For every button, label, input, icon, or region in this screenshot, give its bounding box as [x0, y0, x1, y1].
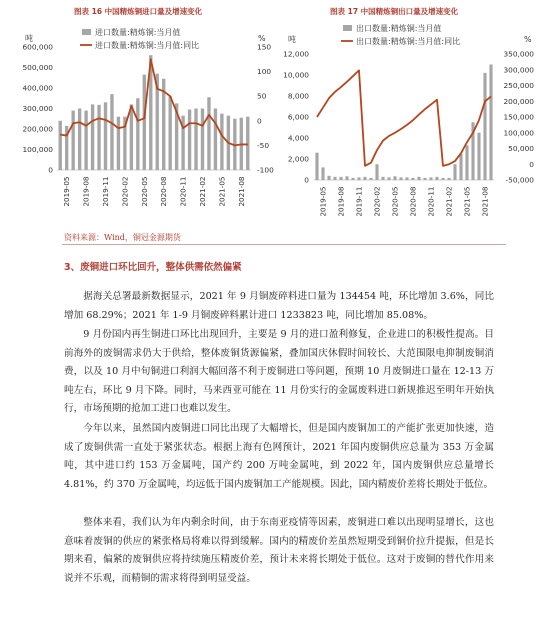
paragraph-1: 据海关总署最新数据显示，2021 年 9 月铜废碎料进口量为 134454 吨，环比增加 3.6%，同比增加 68.29%；2021 年 1-9 月铜废碎料累计进口 1233823 吨，同比增加 85.08%。 [64, 291, 494, 321]
x-tick-label: 2020-05 [390, 186, 400, 217]
right-tick-label: -50,000 [505, 175, 534, 185]
left-tick-label: 0 [48, 165, 53, 175]
paragraph-4: 整体来看，我们认为年内剩余时间，由于东南亚疫情等因素，废铜进口难以出现明显增长，这也意味着废铜的供应的紧张格局将难以得到缓解。国内的精废价差虽然短期受到铜价拉升提振，但是长期来看，偏紧的废铜供应将持续施压精废价差，预计未来将长期处于低位。这对于废铜的替代作用来说并不乐观，而精铜的需求将得到明显受益。 [64, 517, 494, 584]
bar [143, 75, 146, 170]
bar [423, 178, 426, 180]
section-title: 3、废铜进口环比回升，整体供需依然偏紧 [64, 262, 242, 273]
bar [381, 177, 384, 180]
right-tick-label: 50 [257, 91, 267, 101]
figure-16-title: 图表 16 中国精炼铜进口量及增速变化 [74, 7, 203, 16]
left-tick-label: 400,000 [22, 83, 53, 93]
bar [393, 176, 396, 180]
bar [441, 178, 444, 180]
bar [78, 109, 81, 171]
chart16-right-unit: % [258, 34, 266, 43]
bar [130, 104, 133, 170]
legend-line-label: 出口数量:精炼铜:当月值:同比 [356, 37, 461, 46]
left-tick-label: 12,000 [283, 49, 309, 59]
bar [315, 153, 318, 180]
bar [110, 94, 113, 170]
bar [405, 177, 408, 180]
bar [194, 109, 197, 171]
x-tick-label: 2020-11 [426, 186, 436, 217]
paragraph-3: 今年以来，虽然国内废铜进口同比出现了大幅增长，但是国内废铜加工的产能扩张更加快速，造成了废铜供需一直处于紧张状态。根据上海有色网预计，2021 年国内废铜供应总量为 353 万金属吨，其中进口约 153 万金属吨，国产约 200 万吨金属吨，到 2022 年，国内废铜供应总量增长 4.81%，约 370 万金属吨，均远低于国内废铜加工产能规模。因此，国内精废价差将长期处于低位。 [64, 423, 494, 490]
right-tick-label: 100,000 [503, 128, 534, 138]
chart17-left-unit: 吨 [288, 35, 296, 44]
bar [453, 164, 456, 180]
right-tick-label: 150,000 [503, 112, 534, 122]
series-line [60, 59, 248, 145]
left-tick-label: 4,000 [287, 133, 309, 143]
charts-canvas [0, 0, 542, 240]
legend-bar-swatch [82, 29, 91, 35]
bar [447, 178, 450, 180]
bar [345, 176, 348, 180]
x-tick-label: 2020-08 [159, 176, 169, 207]
left-tick-label: 500,000 [22, 63, 53, 72]
bar [333, 177, 336, 180]
bar [435, 177, 438, 180]
bar [201, 109, 204, 171]
left-tick-label: 2,000 [287, 154, 309, 164]
x-tick-label: 2021-05 [462, 186, 472, 217]
x-tick-label: 2019-08 [81, 176, 91, 207]
legend-bar-swatch [343, 25, 352, 31]
x-tick-label: 2020-05 [139, 176, 149, 207]
bar [387, 177, 390, 180]
chart17-right-unit: % [524, 35, 532, 44]
bar [417, 177, 420, 180]
bar [84, 111, 87, 170]
left-tick-label: 200,000 [22, 124, 53, 134]
left-tick-label: 6,000 [287, 112, 309, 122]
x-tick-label: 2019-11 [101, 176, 110, 207]
left-tick-label: 10,000 [283, 70, 309, 80]
legend-bar-label: 进口数量:精炼铜:当月值 [95, 28, 181, 37]
bar [339, 177, 342, 180]
bar [188, 110, 191, 170]
x-tick-label: 2019-11 [354, 186, 364, 217]
left-tick-label: 300,000 [22, 104, 53, 113]
bar [489, 65, 492, 181]
bar [91, 104, 94, 170]
bar [411, 178, 414, 180]
bar [97, 105, 100, 170]
bar [429, 177, 432, 180]
x-tick-label: 2021-08 [480, 186, 490, 217]
right-tick-label: 300,000 [503, 65, 534, 75]
bar [59, 121, 62, 170]
bar [375, 164, 378, 180]
x-tick-label: 2021-08 [236, 176, 246, 207]
chart16-left-unit: 吨 [25, 34, 33, 43]
legend-line-label: 进口数量:精炼铜:当月值:同比 [95, 41, 200, 50]
bar [351, 178, 354, 180]
bar [214, 109, 217, 171]
left-tick-label: 8,000 [287, 91, 309, 101]
bar [399, 177, 402, 180]
bar [246, 117, 249, 170]
bar [363, 177, 366, 180]
x-tick-label: 2021-05 [217, 176, 227, 207]
bar [207, 97, 210, 170]
left-tick-label: 100,000 [22, 145, 53, 154]
right-tick-label: 250,000 [503, 81, 534, 90]
right-tick-label: 350,000 [503, 49, 534, 59]
left-tick-label: 600,000 [22, 42, 53, 52]
x-tick-label: 2020-02 [372, 186, 382, 217]
bar [483, 73, 486, 180]
left-tick-label: 0 [304, 175, 309, 185]
x-tick-label: 2020-02 [120, 176, 130, 207]
right-tick-label: -50 [257, 140, 270, 150]
x-tick-label: 2019-05 [318, 186, 328, 217]
bar [477, 133, 480, 180]
series-line [317, 70, 491, 165]
x-tick-label: 2019-08 [336, 186, 346, 217]
right-tick-label: 0 [257, 116, 262, 126]
bar [369, 178, 372, 180]
figure-17-title: 图表 17 中国精炼铜出口量及增速变化 [330, 7, 459, 16]
x-tick-label: 2020-11 [178, 176, 188, 207]
paragraph-2: 9 月份国内再生铜进口环比出现回升，主要是 9 月的进口盈利修复，企业进口的积极性提高。目前海外的废铜需求仍大于供给，整体废铜货源偏紧，叠加国庆休假时间较长、大范围限电抑制废铜消费，以及 10 月中旬铜进口利润大幅回落不利于废铜进口等问题，预期 10 月废铜进口量在 12-13 万吨左右，环比 9 月下降。同时，马来西亚可能在 11 月份实行的金属废料进口新规推迟至明年开始执行，市场预期的抢加工进口也难以发生。 [64, 329, 494, 415]
divider [62, 244, 506, 245]
right-tick-label: 150 [257, 42, 272, 52]
bar [327, 176, 330, 180]
right-tick-label: 50,000 [508, 144, 534, 153]
legend-bar-label: 出口数量:精炼铜:当月值 [356, 24, 442, 33]
bar [220, 114, 223, 170]
bar [168, 96, 171, 170]
x-tick-label: 2021-02 [198, 176, 207, 207]
bar [104, 102, 107, 170]
bar [136, 98, 139, 170]
bar [117, 117, 120, 170]
right-tick-label: 200,000 [503, 96, 534, 106]
right-tick-label: -100 [257, 165, 274, 175]
x-tick-label: 2021-02 [444, 186, 454, 217]
right-tick-label: 100 [257, 67, 272, 77]
bar [465, 145, 468, 180]
source-note: 资料来源：Wind，铜冠金源期货 [64, 233, 181, 242]
x-tick-label: 2020-08 [408, 186, 418, 217]
bar [71, 111, 74, 170]
bar [459, 154, 462, 180]
x-tick-label: 2019-05 [62, 176, 72, 207]
bar [357, 177, 360, 180]
bar [321, 167, 324, 180]
right-tick-label: 0 [529, 159, 534, 169]
